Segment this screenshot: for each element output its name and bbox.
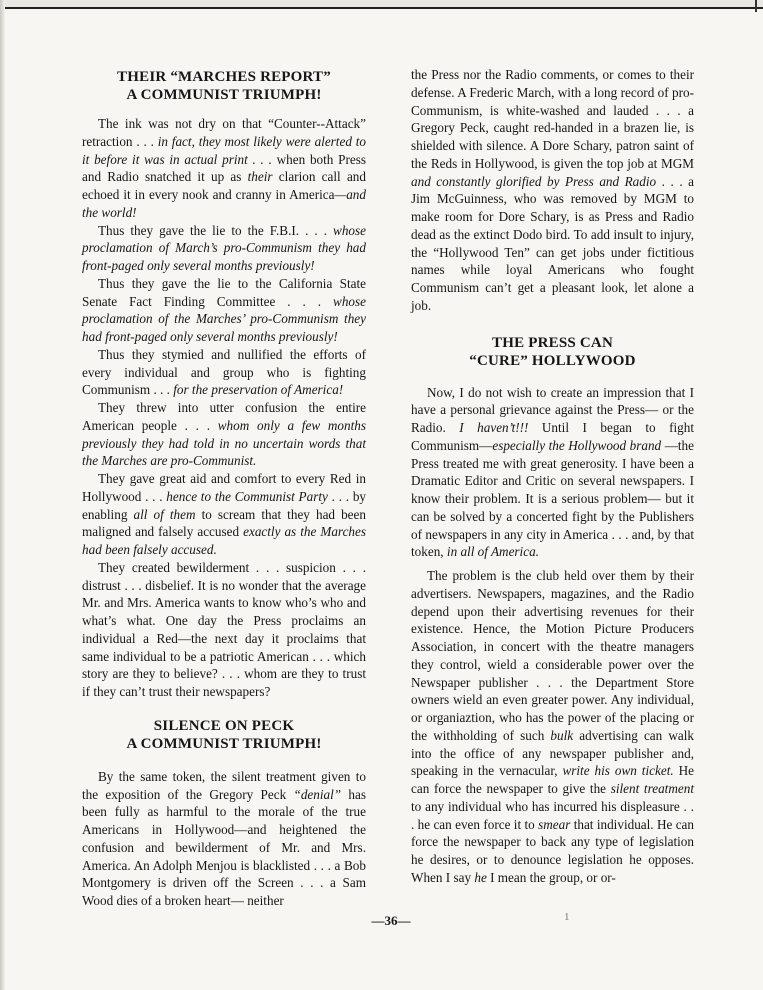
paragraph: Now, I do not wish to create an impression that I have a personal grievance against the Press— or the Radio. I haven’t!!! Until I began to fight Communism—especially the Hollywood brand —the Press treated me with great generosity. I have been a Dramatic Editor and Critic on several newspapers. I know their problem. It is a serious problem— but it can be solved by a concerted fight by the Publishers of newspapers in any city in America . . . and, by that token, in all of America.: [411, 384, 694, 560]
right-column: [411, 66, 694, 887]
heading-silence-on-peck: [82, 717, 366, 753]
corner-mark: [743, 0, 757, 12]
paragraph: They threw into utter confusion the entire American people . . . whom only a few months previously they had told in no uncertain words that the Marches are pro-Communist.: [82, 400, 366, 469]
page-number: —36—: [371, 913, 411, 928]
heading-line: A COMMUNIST TRIUMPH!: [126, 735, 322, 752]
heading-line: THE PRESS CAN: [492, 334, 613, 351]
heading-line: A COMMUNIST TRIUMPH!: [126, 87, 322, 103]
heading-line: SILENCE ON PECK: [153, 717, 295, 734]
heading-marches-report: [82, 68, 366, 104]
left-column: [82, 64, 366, 910]
paragraph: They gave great aid and comfort to every Red in Hollywood . . . hence to the Communist Party . . . by enabling all of them to scream that they had been maligned and falsely accused exactly as the Marches had been falsely accused.: [82, 471, 367, 557]
paragraph: They created bewilderment . . . suspicion . . . distrust . . . disbelief. It is no wonder that the average Mr. and Mrs. America wants to know who’s who and what’s what. One day the Press proclaims an individual a Red—the next day it proclaims that same individual to be a patriotic American . . . which story are they to believe? . . . whom are they to trust if they can’t trust their newspapers?: [82, 559, 366, 699]
paragraph: Thus they gave the lie to the California State Senate Fact Finding Committee . . . whose proclamation of the Marches’ pro-Communism they had front-paged only several months previously!: [82, 275, 366, 344]
paragraph: The ink was not dry on that “Counter--Attack” retraction . . . in fact, they most likely were alerted to it before it was in actual print . . . when both Press and Radio snatched it up as their clarion call and echoed it in every nook and cranny in America—and the world!: [82, 116, 367, 220]
heading-line: THEIR “MARCHES REPORT”: [117, 69, 331, 85]
heading-line: “CURE” HOLLYWOOD: [469, 352, 636, 369]
paragraph: The problem is the club held over them by their advertisers. Newspapers, magazines, and the Radio depend upon their advertising revenues for their existence. Hence, the Motion Picture Producers Association, in concert with the theatre managers they control, wield a considerable power over the Newspaper publisher . . . the Department Store owners wield an even greater power. Any individual, or organiaztion, who has the power of the placing or the withholding of such bulk advertising can walk into the office of any newspaper publisher and, speaking in the vernacular, write his own ticket. He can force the newspaper to give the silent treatment to any individual who has incurred his displeasure . . . he can even force it to smear that individual. He can force the newspaper to back any type of legislation he desires, or to denounce legislation he opposes. When I say he I mean the group, or or-: [411, 568, 694, 885]
paragraph: By the same token, the silent treatment given to the exposition of the Gregory Peck “denial” has been fully as harmful to the morale of the true Americans in Hollywood—and heightened the confusion and bewilderment of Mr. and Mrs. America. An Adolph Menjou is blacklisted . . . a Bob Montgomery is driven off the Screen . . . a Sam Wood dies of a broken heart— neither: [82, 768, 366, 908]
heading-press-can-cure: [411, 334, 694, 370]
paragraph: the Press nor the Radio comments, or comes to their defense. A Frederic March, with a long record of pro-Communism, is white-washed and lauded . . . a Gregory Peck, caught red-handed in a brazen lie, is shielded with silence. A Dore Schary, patron saint of the Reds in Hollywood, is given the top job at MGM and constantly glorified by Press and Radio . . . a Jim McGuinness, who was removed by MGM to make room for Dore Schary, is as Press and Radio dead as the extinct Dodo bird. To add insult to injury, the “Hollywood Ten” can get jobs under fictitious names while loyal Americans who fought Communism can’t get a pleasant look, let alone a job.: [411, 67, 695, 313]
paragraph: Thus they stymied and nullified the efforts of every individual and group who is fighting Communism . . . for the preservation of America!: [82, 346, 366, 398]
page-edge-shadow: [0, 0, 5, 990]
top-border-rule: [0, 0, 763, 9]
paragraph: Thus they gave the lie to the F.B.I. . . . whose proclamation of March’s pro-Communism they had front-paged only several months previously!: [82, 222, 366, 273]
stray-mark: 1: [564, 911, 570, 923]
